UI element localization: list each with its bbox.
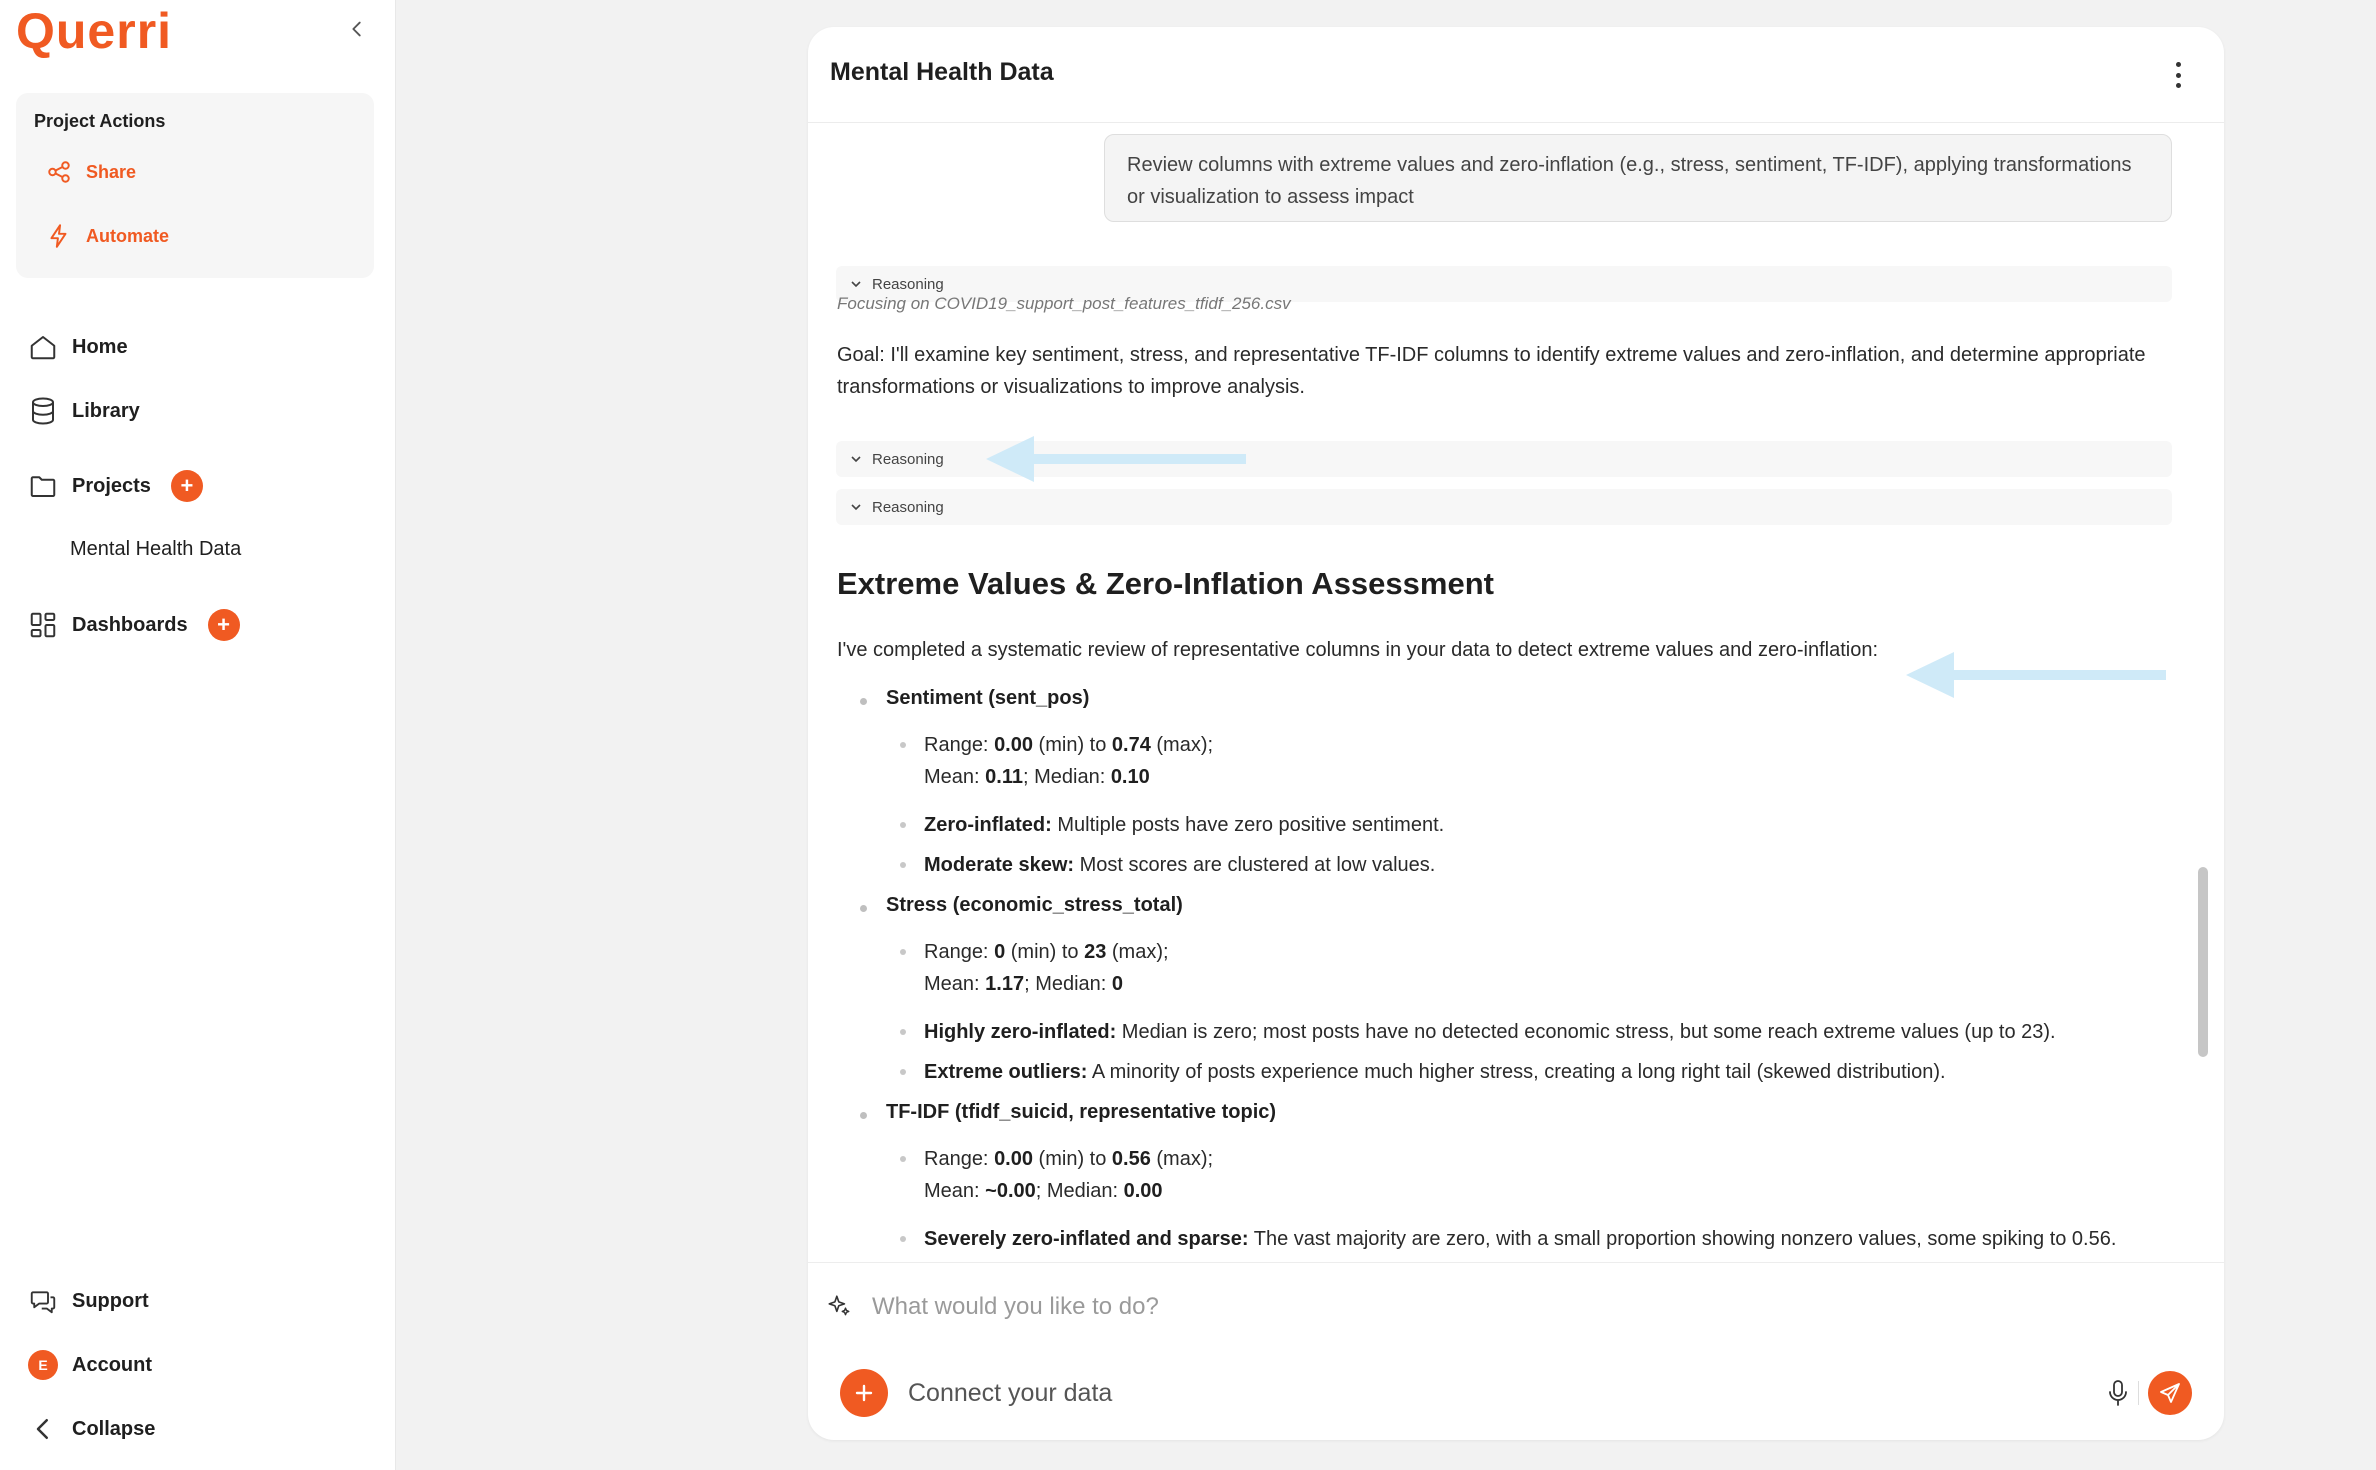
nav-projects-label: Projects	[72, 474, 151, 497]
median-label: ; Median:	[1022, 766, 1111, 788]
range-max: 0.74	[1111, 734, 1151, 756]
divider	[2138, 1381, 2139, 1405]
collapse-sidebar-button[interactable]	[28, 1414, 155, 1444]
automate-button[interactable]	[46, 223, 169, 249]
querri-logo[interactable]: Querri	[16, 3, 173, 59]
sidebar	[0, 0, 396, 1470]
share-button[interactable]	[46, 159, 136, 185]
list-item	[900, 1016, 2160, 1048]
section-title: Sentiment (sent_pos)	[886, 687, 1090, 709]
range-label: Range:	[924, 941, 995, 963]
plus-icon	[853, 1382, 875, 1404]
add-project-button[interactable]: +	[171, 470, 203, 502]
share-label: Share	[86, 161, 137, 182]
reasoning-toggle[interactable]	[836, 489, 2172, 525]
avatar: E	[28, 1350, 58, 1380]
median-value: 0	[1111, 973, 1124, 995]
chat-bubbles-icon	[28, 1286, 58, 1316]
list-item	[860, 1101, 1276, 1124]
project-actions-title: Project Actions	[34, 111, 166, 131]
sparkle-icon	[826, 1293, 852, 1319]
automate-label: Automate	[86, 225, 170, 246]
nav-library[interactable]	[28, 396, 140, 426]
chevron-down-icon	[850, 501, 862, 513]
point-text: Most scores are clustered at low values.	[1074, 854, 1436, 876]
reasoning-label: Reasoning	[872, 498, 944, 516]
nav-account[interactable]	[28, 1350, 152, 1380]
database-icon	[28, 396, 58, 426]
section-title: TF-IDF (tfidf_suicid, representative topic)	[886, 1101, 1277, 1123]
point-text: A minority of posts experience much higher stress, creating a long right tail (skewed distribution).	[1087, 1061, 1946, 1083]
point-text: The vast majority are zero, with a small proportion showing nonzero values, some spiking to 0.56.	[1248, 1228, 2117, 1250]
goal-text: Goal: I'll examine key sentiment, stress, and representative TF-IDF columns to identify extreme values and zero-inflation, and determine appropriate transformations or visualizations to improve analysis.	[837, 344, 2146, 398]
range-max-suffix: (max);	[1106, 941, 1169, 963]
nav-home[interactable]	[28, 332, 128, 362]
range-max-suffix: (max);	[1150, 734, 1214, 756]
section-heading: Extreme Values & Zero-Inflation Assessment	[837, 566, 1494, 601]
nav-home-label: Home	[72, 335, 128, 358]
page-title: Mental Health Data	[830, 58, 1054, 86]
list-item	[900, 809, 2160, 841]
connect-data-button[interactable]: Connect your data	[908, 1379, 1113, 1407]
range-min-suffix: (min) to	[1005, 941, 1085, 963]
list-item	[860, 687, 1089, 710]
range-max: 23	[1084, 941, 1107, 963]
mean-value: ~0.00	[985, 1180, 1036, 1202]
chevron-left-icon[interactable]	[346, 18, 368, 40]
send-button[interactable]	[2148, 1371, 2192, 1415]
reasoning-label: Reasoning	[872, 450, 944, 468]
mean-label: Mean:	[924, 1180, 986, 1202]
scrollbar-thumb[interactable]	[2198, 867, 2208, 1057]
dashboard-icon	[28, 610, 58, 640]
chevron-down-icon	[850, 278, 862, 290]
chat-panel	[808, 27, 2224, 1440]
project-actions-panel	[16, 93, 374, 278]
median-label: ; Median:	[1024, 973, 1112, 995]
project-item-mental-health-data[interactable]: Mental Health Data	[70, 538, 242, 560]
share-icon	[46, 159, 72, 185]
user-message: Review columns with extreme values and zero-inflation (e.g., stress, sentiment, TF-IDF), applying transformations or visualization to assess impact	[1104, 134, 2172, 222]
collapse-label: Collapse	[72, 1417, 156, 1440]
send-icon	[2158, 1381, 2182, 1405]
nav-projects[interactable]	[28, 470, 203, 502]
point-bold: Severely zero-inflated and sparse:	[924, 1228, 1249, 1250]
chevron-left-icon	[28, 1414, 58, 1444]
panel-header	[808, 27, 2224, 123]
annotation-arrow-icon	[986, 436, 1248, 482]
point-bold: Moderate skew:	[924, 854, 1075, 876]
list-item	[900, 849, 2160, 881]
point-text: Median is zero; most posts have no detected economic stress, but some reach extreme values (up to 23).	[1116, 1021, 2056, 1043]
folder-icon	[28, 471, 58, 501]
nav-account-label: Account	[72, 1353, 152, 1376]
range-max-suffix: (max);	[1150, 1148, 1214, 1170]
list-item	[900, 1143, 2160, 1207]
nav-library-label: Library	[72, 399, 140, 422]
annotation-arrow-icon	[1906, 652, 2168, 698]
intro-text: I've completed a systematic review of representative columns in your data to detect extreme values and zero-inflation:	[837, 639, 1878, 661]
mean-value: 1.17	[985, 973, 1025, 995]
point-text: Multiple posts have zero positive sentiment.	[1051, 814, 1445, 836]
range-label: Range:	[924, 1148, 995, 1170]
range-min: 0.00	[994, 734, 1033, 756]
range-min: 0.00	[994, 1148, 1033, 1170]
divider	[808, 1262, 2224, 1263]
nav-support-label: Support	[72, 1289, 149, 1312]
section-title: Stress (economic_stress_total)	[886, 894, 1183, 916]
median-value: 0.00	[1123, 1180, 1163, 1202]
point-bold: Extreme outliers:	[924, 1061, 1088, 1083]
nav-dashboards-label: Dashboards	[72, 613, 188, 636]
add-data-button[interactable]	[840, 1369, 888, 1417]
point-bold: Highly zero-inflated:	[924, 1021, 1117, 1043]
range-min-suffix: (min) to	[1033, 1148, 1112, 1170]
list-item	[900, 1223, 2160, 1255]
mean-value: 0.11	[985, 766, 1023, 788]
median-value: 0.10	[1110, 766, 1150, 788]
nav-support[interactable]	[28, 1286, 149, 1316]
median-label: ; Median:	[1035, 1180, 1124, 1202]
mean-label: Mean:	[924, 973, 986, 995]
focus-note: Focusing on COVID19_support_post_features_tfidf_256.csv	[837, 294, 1291, 313]
conversation[interactable]	[808, 124, 2224, 1262]
microphone-icon[interactable]	[2106, 1379, 2130, 1407]
range-min-suffix: (min) to	[1033, 734, 1112, 756]
prompt-input[interactable]	[872, 1285, 2072, 1329]
list-item	[860, 894, 1183, 917]
nav-dashboards[interactable]	[28, 609, 240, 641]
list-item	[900, 729, 2160, 793]
lightning-icon	[46, 223, 72, 249]
mean-label: Mean:	[924, 766, 986, 788]
range-label: Range:	[924, 734, 995, 756]
more-options-button[interactable]	[2172, 62, 2184, 88]
range-min: 0	[994, 941, 1006, 963]
point-bold: Zero-inflated:	[924, 814, 1052, 836]
home-icon	[28, 332, 58, 362]
list-item	[900, 1056, 2160, 1088]
list-item	[900, 936, 2160, 1000]
range-max: 0.56	[1111, 1148, 1151, 1170]
add-dashboard-button[interactable]: +	[208, 609, 240, 641]
chevron-down-icon	[850, 453, 862, 465]
reasoning-label: Reasoning	[872, 275, 944, 293]
